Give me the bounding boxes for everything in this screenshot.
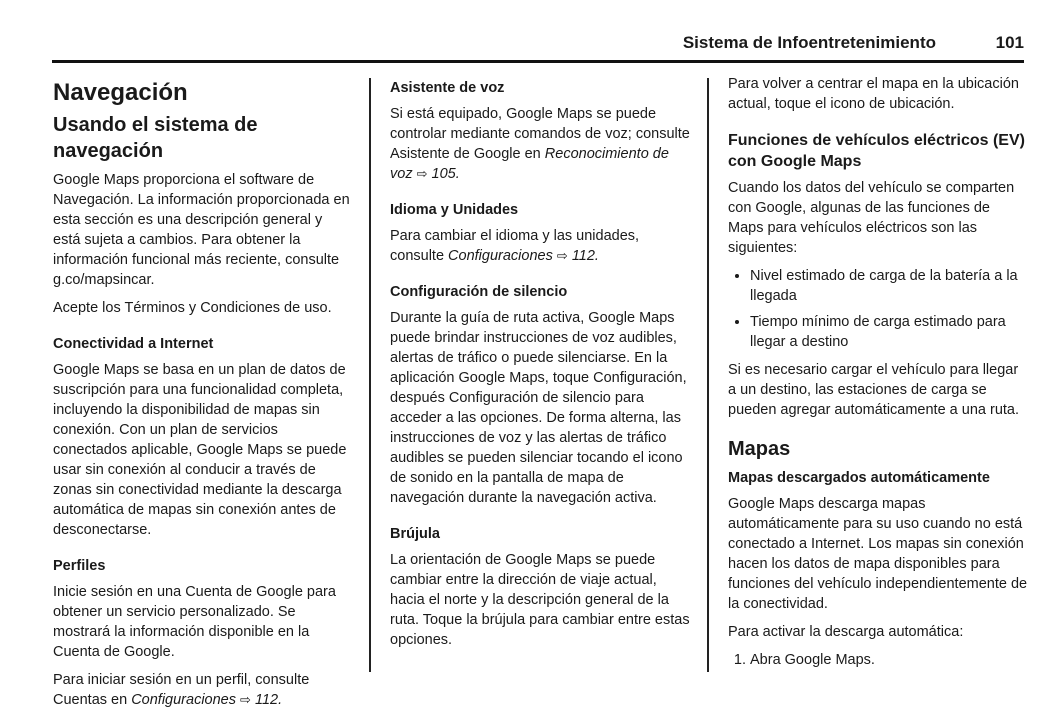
list-item: 1. Abra Google Maps. [750,650,1028,670]
page-reference-arrow-icon: ⇨ [416,166,428,181]
steps-list [728,650,1028,670]
page-number: 101 [995,33,1024,52]
page-reference[interactable]: 105. [431,166,460,182]
language-paragraph [390,226,692,266]
profiles-reference [53,670,353,710]
voice-heading: Asistente de voz [390,80,505,96]
compass-paragraph: La orientación de Google Maps se puede cambiar entre la dirección de viaje actual, hacia el norte y la descripción general de la ruta. Toque la brújula para cambiar entre estas opciones. [390,552,690,648]
page-reference-arrow-icon: ⇨ [240,692,251,707]
column-divider [707,78,709,672]
silence-heading: Configuración de silencio [390,284,568,300]
recenter-paragraph: Para volver a centrar el mapa en la ubicación actual, toque el icono de ubicación. [728,76,1019,112]
voice-recognition-link[interactable]: Reconocimiento de voz [390,146,669,182]
settings-link[interactable]: Configuraciones [448,248,553,264]
column-divider [369,78,371,672]
profiles-paragraph: Inicie sesión en una Cuenta de Google para obtener un servicio personalizado. Se mostrará la información disponible en la Cuenta de Google. [53,584,336,660]
page-reference[interactable]: 112. [254,692,283,708]
chapter-title: Navegación [53,79,188,106]
internet-paragraph: Google Maps se basa en un plan de datos de suscripción para una funcionalidad completa, incluyendo la disponibilidad de mapas sin conexión. Con un plan de servicios conectados aplicable, Google Maps se puede usar sin conexión al conducir a través de zonas sin conectividad mediante la descarga automática de mapas sin conexión antes de desconectarse. [53,362,347,538]
list-item: • Tiempo mínimo de carga estimado para llegar a destino [750,312,1028,352]
column-middle [390,74,692,658]
page-header [52,30,1024,63]
intro-paragraph: Google Maps proporciona el software de Navegación. La información proporcionada en esta sección es una descripción general y está sujeta a cambios. Para obtener la información funcional más reciente, consulte g.co/mapsincar. [53,172,350,288]
internet-heading: Conectividad a Internet [53,336,214,352]
auto-download-paragraph: Google Maps descarga mapas automáticamente para su uso cuando no está conectado a Internet. Los mapas sin conexión hacen los datos de mapa disponibles para funciones del vehículo independientemente de la conectividad. [728,496,1028,612]
section-heading: Usando el sistema de navegación [53,114,258,162]
ev-bullet-list [728,266,1028,352]
page-reference-arrow-icon: ⇨ [556,248,568,263]
silence-paragraph: Durante la guía de ruta activa, Google Maps puede brindar instrucciones de voz audibles, alertas de tráfico o puede silenciarse. En la aplicación Google Maps, toque Configuración, después Configuración de silencio para acceder a las opciones. De forma alterna, las instrucciones de voz y las alertas de tráfico audibles se pueden silenciar tocando el icono de sonido en la pantalla de mapa de navegación durante la navegación activa. [390,310,687,506]
column-left [53,74,353,718]
compass-heading: Brújula [390,526,440,542]
voice-text: Si está equipado, Google Maps se puede controlar mediante comandos de voz; consulte Asistente de Google en [390,106,690,162]
ev-paragraph: Cuando los datos del vehículo se comparten con Google, algunas de las funciones de Maps para vehículos eléctricos son las siguientes: [728,180,1015,256]
ev-charge-paragraph: Si es necesario cargar el vehículo para llegar a un destino, las estaciones de carga se pueden agregar automáticamente a una ruta. [728,362,1020,418]
column-right [728,74,1028,670]
list-item: • Nivel estimado de carga de la batería a la llegada [750,266,1028,306]
maps-heading: Mapas [728,438,791,460]
settings-link[interactable]: Configuraciones [131,692,236,708]
page-reference[interactable]: 112. [571,248,599,264]
section-title: Sistema de Infoentretenimiento [682,33,936,52]
reference-text: Para iniciar sesión en un perfil, consulte Cuentas en [53,672,310,708]
language-heading: Idioma y Unidades [390,202,519,218]
ev-heading: Funciones de vehículos eléctricos (EV) con Google Maps [728,132,1025,170]
language-text: Para cambiar el idioma y las unidades, consulte [390,228,640,264]
profiles-heading: Perfiles [53,558,106,574]
activate-paragraph: Para activar la descarga automática: [728,624,964,640]
terms-paragraph: Acepte los Términos y Condiciones de uso. [53,300,332,316]
auto-download-heading: Mapas descargados automáticamente [728,470,990,486]
voice-paragraph [390,104,692,184]
